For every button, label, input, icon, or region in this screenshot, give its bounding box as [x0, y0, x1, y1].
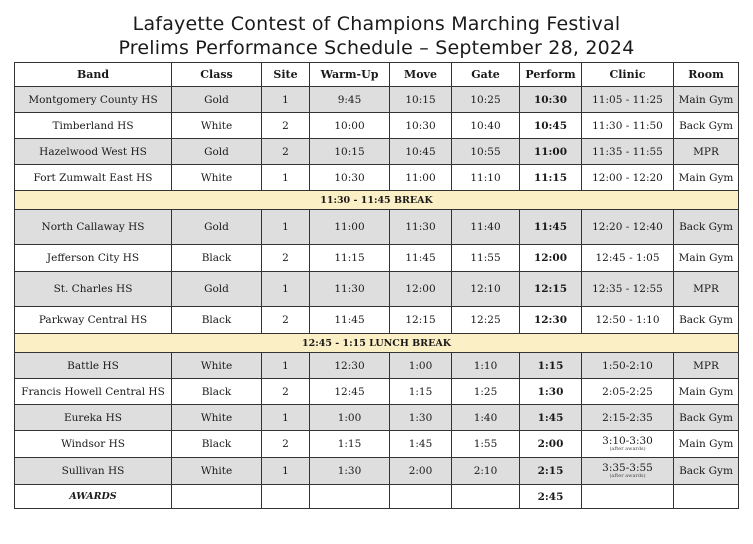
cell-warmup: 1:00: [310, 405, 390, 431]
cell-room: Main Gym: [674, 431, 739, 458]
header-band: Band: [15, 63, 172, 87]
cell-band: Fort Zumwalt East HS: [15, 165, 172, 191]
cell-site: 2: [262, 139, 310, 165]
header-site: Site: [262, 63, 310, 87]
cell-room: Main Gym: [674, 87, 739, 113]
cell-move: 1:45: [390, 431, 452, 458]
clinic-time: 3:10-3:30: [602, 435, 653, 447]
empty-cell: [262, 485, 310, 509]
cell-room: Back Gym: [674, 210, 739, 245]
cell-gate: 11:55: [452, 245, 520, 272]
empty-cell: [674, 485, 739, 509]
cell-gate: 10:25: [452, 87, 520, 113]
cell-band: Parkway Central HS: [15, 307, 172, 334]
page-title: Lafayette Contest of Champions Marching Festival: [132, 13, 621, 35]
cell-perform: 2:00: [520, 431, 582, 458]
table-row: [15, 245, 739, 272]
cell-class: Black: [172, 379, 262, 405]
cell-room: Back Gym: [674, 405, 739, 431]
cell-perform: 12:30: [520, 307, 582, 334]
cell-class: Black: [172, 307, 262, 334]
cell-room: Back Gym: [674, 113, 739, 139]
cell-site: 1: [262, 272, 310, 307]
cell-gate: 10:55: [452, 139, 520, 165]
cell-site: 1: [262, 87, 310, 113]
header-warmup: Warm-Up: [310, 63, 390, 87]
cell-site: 2: [262, 307, 310, 334]
table-row: [15, 458, 739, 485]
cell-clinic: 11:35 - 11:55: [582, 139, 674, 165]
cell-move: 12:00: [390, 272, 452, 307]
cell-gate: 12:25: [452, 307, 520, 334]
table-row: [15, 210, 739, 245]
cell-warmup: 11:15: [310, 245, 390, 272]
cell-class: Gold: [172, 139, 262, 165]
cell-band: Timberland HS: [15, 113, 172, 139]
empty-cell: [390, 485, 452, 509]
cell-band: Eureka HS: [15, 405, 172, 431]
cell-perform: 1:15: [520, 353, 582, 379]
cell-perform: 10:45: [520, 113, 582, 139]
table-row: [15, 139, 739, 165]
cell-move: 2:00: [390, 458, 452, 485]
cell-class: White: [172, 458, 262, 485]
cell-gate: 1:25: [452, 379, 520, 405]
cell-band: Battle HS: [15, 353, 172, 379]
header-class: Class: [172, 63, 262, 87]
cell-site: 1: [262, 458, 310, 485]
cell-warmup: 12:30: [310, 353, 390, 379]
cell-warmup: 11:00: [310, 210, 390, 245]
schedule-table: [14, 62, 739, 509]
cell-class: White: [172, 113, 262, 139]
table-row: [15, 307, 739, 334]
empty-cell: [582, 485, 674, 509]
cell-class: Black: [172, 245, 262, 272]
cell-perform: 10:30: [520, 87, 582, 113]
break-row: [15, 334, 739, 353]
clinic-note: (after awards): [609, 446, 646, 452]
cell-band: Jefferson City HS: [15, 245, 172, 272]
cell-clinic: 12:50 - 1:10: [582, 307, 674, 334]
cell-warmup: 10:00: [310, 113, 390, 139]
cell-gate: 11:10: [452, 165, 520, 191]
table-row: [15, 272, 739, 307]
cell-clinic: 1:50-2:10: [582, 353, 674, 379]
header-row: [15, 63, 739, 87]
cell-band: Hazelwood West HS: [15, 139, 172, 165]
cell-move: 1:30: [390, 405, 452, 431]
cell-site: 1: [262, 165, 310, 191]
header-clinic: Clinic: [582, 63, 674, 87]
cell-move: 1:00: [390, 353, 452, 379]
cell-class: White: [172, 353, 262, 379]
table-row: [15, 379, 739, 405]
cell-site: 1: [262, 405, 310, 431]
cell-warmup: 10:15: [310, 139, 390, 165]
cell-class: White: [172, 165, 262, 191]
cell-gate: 11:40: [452, 210, 520, 245]
table-row: [15, 165, 739, 191]
break-row: [15, 191, 739, 210]
cell-room: Back Gym: [674, 458, 739, 485]
cell-move: 11:30: [390, 210, 452, 245]
cell-warmup: 1:15: [310, 431, 390, 458]
cell-room: MPR: [674, 272, 739, 307]
cell-clinic: 2:05-2:25: [582, 379, 674, 405]
cell-gate: 10:40: [452, 113, 520, 139]
cell-band: Montgomery County HS: [15, 87, 172, 113]
cell-perform: 11:45: [520, 210, 582, 245]
cell-gate: 1:40: [452, 405, 520, 431]
cell-band: St. Charles HS: [15, 272, 172, 307]
break-label: 12:45 - 1:15 LUNCH BREAK: [15, 334, 739, 353]
cell-perform: 12:15: [520, 272, 582, 307]
cell-gate: 1:10: [452, 353, 520, 379]
cell-site: 2: [262, 431, 310, 458]
awards-label: AWARDS: [15, 485, 172, 509]
cell-clinic: [582, 431, 674, 458]
cell-move: 11:00: [390, 165, 452, 191]
break-label: 11:30 - 11:45 BREAK: [15, 191, 739, 210]
awards-perform-time: 2:45: [520, 485, 582, 509]
cell-room: Main Gym: [674, 165, 739, 191]
cell-warmup: 11:45: [310, 307, 390, 334]
cell-class: Gold: [172, 272, 262, 307]
cell-move: 10:15: [390, 87, 452, 113]
cell-band: Francis Howell Central HS: [15, 379, 172, 405]
table-row: [15, 405, 739, 431]
cell-warmup: 1:30: [310, 458, 390, 485]
cell-site: 1: [262, 353, 310, 379]
cell-warmup: 9:45: [310, 87, 390, 113]
cell-site: 1: [262, 210, 310, 245]
cell-gate: 2:10: [452, 458, 520, 485]
table-row: [15, 87, 739, 113]
cell-clinic: 11:30 - 11:50: [582, 113, 674, 139]
header-perform: Perform: [520, 63, 582, 87]
cell-perform: 12:00: [520, 245, 582, 272]
cell-warmup: 12:45: [310, 379, 390, 405]
cell-room: Main Gym: [674, 379, 739, 405]
header-gate: Gate: [452, 63, 520, 87]
cell-gate: 12:10: [452, 272, 520, 307]
page-subtitle: Prelims Performance Schedule – September 28, 2024: [118, 37, 635, 59]
cell-clinic: 2:15-2:35: [582, 405, 674, 431]
empty-cell: [172, 485, 262, 509]
cell-site: 2: [262, 113, 310, 139]
clinic-time: 3:35-3:55: [602, 462, 653, 474]
cell-clinic: 11:05 - 11:25: [582, 87, 674, 113]
cell-perform: 2:15: [520, 458, 582, 485]
cell-band: Sullivan HS: [15, 458, 172, 485]
cell-clinic: 12:45 - 1:05: [582, 245, 674, 272]
cell-clinic: 12:00 - 12:20: [582, 165, 674, 191]
empty-cell: [452, 485, 520, 509]
cell-clinic: 12:35 - 12:55: [582, 272, 674, 307]
table-row: [15, 431, 739, 458]
header-room: Room: [674, 63, 739, 87]
cell-room: MPR: [674, 139, 739, 165]
cell-band: North Callaway HS: [15, 210, 172, 245]
cell-warmup: 11:30: [310, 272, 390, 307]
cell-perform: 1:30: [520, 379, 582, 405]
cell-room: Main Gym: [674, 245, 739, 272]
cell-site: 2: [262, 245, 310, 272]
cell-band: Windsor HS: [15, 431, 172, 458]
cell-perform: 1:45: [520, 405, 582, 431]
cell-gate: 1:55: [452, 431, 520, 458]
cell-move: 12:15: [390, 307, 452, 334]
table-row: [15, 353, 739, 379]
cell-site: 2: [262, 379, 310, 405]
cell-move: 11:45: [390, 245, 452, 272]
cell-class: White: [172, 405, 262, 431]
empty-cell: [310, 485, 390, 509]
cell-room: Back Gym: [674, 307, 739, 334]
cell-class: Black: [172, 431, 262, 458]
cell-perform: 11:15: [520, 165, 582, 191]
cell-perform: 11:00: [520, 139, 582, 165]
cell-class: Gold: [172, 87, 262, 113]
cell-clinic: [582, 458, 674, 485]
awards-row: [15, 485, 739, 509]
cell-move: 1:15: [390, 379, 452, 405]
cell-class: Gold: [172, 210, 262, 245]
cell-clinic: 12:20 - 12:40: [582, 210, 674, 245]
cell-move: 10:45: [390, 139, 452, 165]
cell-room: MPR: [674, 353, 739, 379]
header-move: Move: [390, 63, 452, 87]
table-row: [15, 113, 739, 139]
cell-warmup: 10:30: [310, 165, 390, 191]
cell-move: 10:30: [390, 113, 452, 139]
clinic-note: (after awards): [609, 473, 646, 479]
